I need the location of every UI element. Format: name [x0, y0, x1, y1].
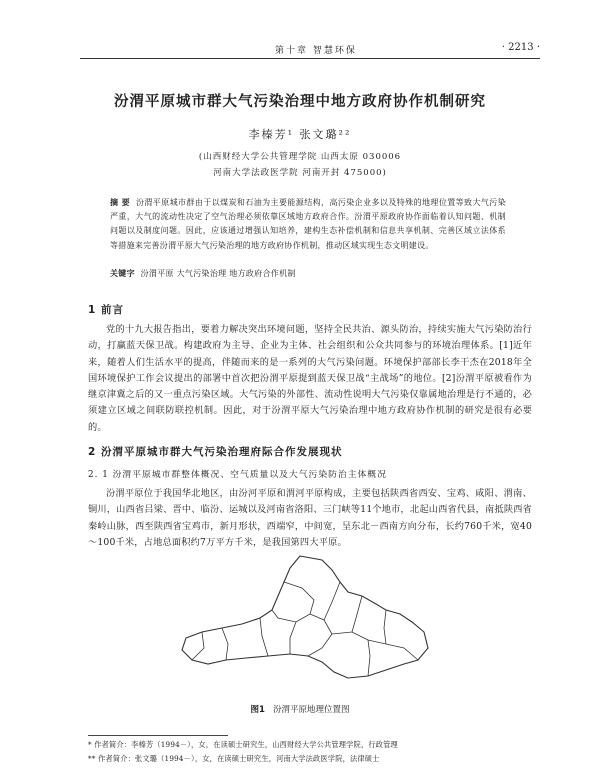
- keywords-label: 关键字: [110, 269, 135, 278]
- abstract: [110, 196, 506, 253]
- running-header: [80, 40, 540, 59]
- affiliation-2: 河南大学法政医学院 河南开封 475000): [213, 168, 387, 178]
- figure-label: 图1: [250, 705, 265, 715]
- footnote-1: * 作者简介：李榛芳（1994－），女，在读硕士研究生，山西财经大学公共管理学院，行政管理: [88, 740, 398, 749]
- figure-caption-text: 汾渭平原地理位置图: [272, 705, 350, 715]
- section-heading-1: 1 前言: [88, 304, 124, 316]
- author-line: 李榛芳¹ 张文璐²²: [248, 128, 352, 141]
- page-number: · 2213 ·: [501, 42, 540, 53]
- keywords: [110, 268, 506, 279]
- figure-caption: [0, 703, 600, 715]
- section-1-paragraph: 党的十九大报告指出，要着力解决突出环境问题，坚持全民共治、源头防治，持续实施大气污染防治行动，打赢蓝天保卫战。构建政府为主导、企业为主体、社会组织和公众共同参与的环境治理体系。[1]近年来，随着人们生活水平的提高，伴随而来的是一系列的大气污染问题。环境保护部部长李干杰在2018年全国环境保护工作会议提出的部署中首次把汾渭平原提到蓝天保卫战“主战场”的地位。[2]汾渭平原被看作为继京津冀之后的又一重点污染区域。大气污染的外部性、流动性说明大气污染仅靠属地治理是行不通的，必须建立区域之间联防联控机制。因此，对于汾渭平原大气污染治理中地方政府协作机制的研究是很有必要的。: [88, 324, 532, 433]
- fenwei-plain-map: [172, 552, 434, 690]
- abstract-label: 摘 要: [110, 198, 131, 207]
- section-2-paragraph: 汾渭平原位于我国华北地区，由汾河平原和渭河平原构成，主要包括陕西省西安、宝鸡、咸阳、渭南、铜川，山西省吕梁、晋中、临汾、运城以及河南省洛阳、三门峡等11个地市，北起山西省代县，南抵陕西省秦岭山脉，西至陕西省宝鸡市，新月形状，西端窄，中间宽，呈东北－西南方向分布，长约760千米，宽40～100千米，占地总面积约7万平方千米，是我国第四大平原。: [88, 488, 532, 548]
- footnote-divider: [88, 735, 228, 736]
- paper-title: 汾渭平原城市群大气污染治理中地方政府协作机制研究: [114, 94, 486, 110]
- keywords-text: 汾渭平原 大气污染治理 地方政府合作机制: [140, 269, 296, 278]
- section-heading-2: 2 汾渭平原城市群大气污染治理府际合作发展现状: [88, 446, 343, 458]
- abstract-text: 汾渭平原城市群由于以煤炭和石油为主要能源结构，高污染企业多以及特殊的地理位置等致大气污染严重，大气的流动性决定了空气治理必须依靠区域地方政府合作。汾渭平原政府协作面临着认知问题、机制问题以及制度问题。因此，应该通过增强认知培养，建构生态补偿机制和信息共享机制、完善区域立法体系等措施来完善汾渭平原大气污染治理的地方政府协作机制，推动区域实现生态文明建设。: [110, 198, 507, 250]
- affiliation-1: (山西财经大学公共管理学院 山西太原 030006: [198, 152, 402, 162]
- footnote-2: ** 作者简介：张文璐（1994－），女，在读硕士研究生，河南大学法政医学院，法律硕士: [88, 754, 380, 763]
- subsection-heading-2-1: 2. 1 汾渭平原城市群整体概况、空气质量以及大气污染防治主体概况: [88, 470, 387, 480]
- chapter-label: 第十章 智慧环保: [275, 46, 357, 56]
